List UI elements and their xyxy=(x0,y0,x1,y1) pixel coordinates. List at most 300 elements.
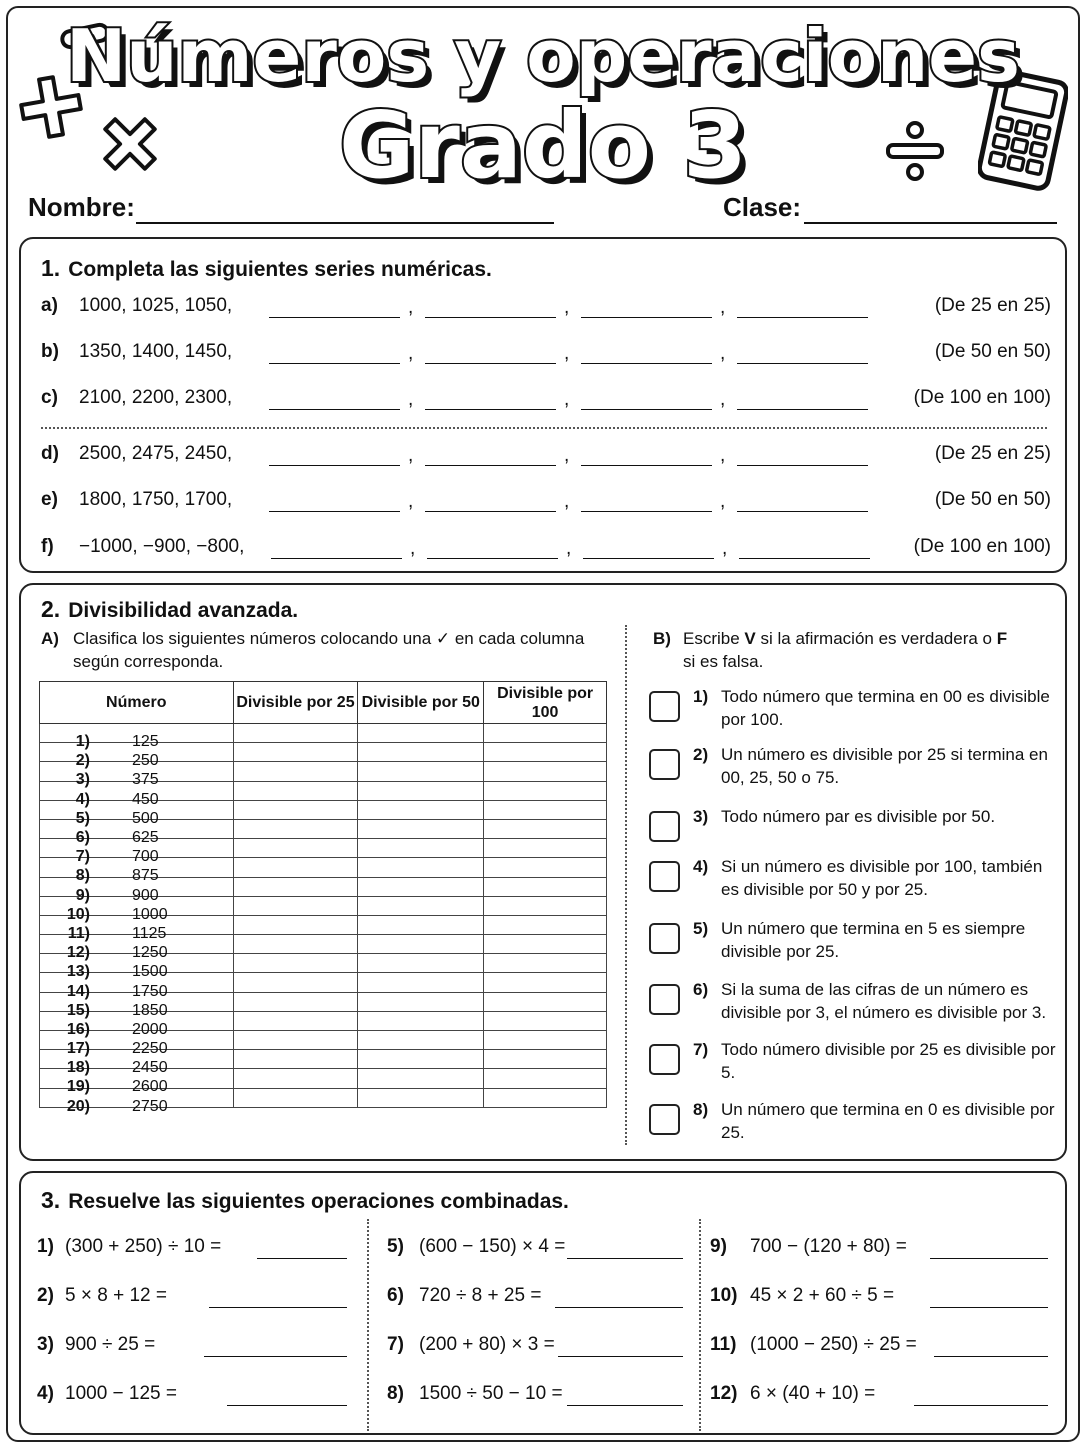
row-index: 7) xyxy=(75,848,90,866)
series-comma: , xyxy=(720,343,726,364)
check-cell-div25[interactable] xyxy=(233,724,358,743)
true-false-item xyxy=(649,978,1059,1028)
check-cell-div50[interactable] xyxy=(358,1088,484,1107)
section2-number: 2. xyxy=(41,596,61,622)
section3-title xyxy=(41,1187,569,1214)
name-class-row xyxy=(28,192,1058,228)
table-row xyxy=(40,724,607,743)
section-series xyxy=(19,237,1067,573)
operation-index: 3) xyxy=(37,1334,54,1355)
row-index: 6) xyxy=(75,829,90,847)
answer-checkbox[interactable] xyxy=(649,1104,680,1135)
check-cell-div100[interactable] xyxy=(484,819,607,838)
series-hint: (De 25 en 25) xyxy=(934,295,1051,316)
section2-title xyxy=(41,596,298,623)
item-index: 1) xyxy=(693,687,709,706)
item-index: 6) xyxy=(693,980,709,999)
true-false-item xyxy=(649,1098,1059,1148)
check-cell-div100[interactable] xyxy=(484,839,607,858)
series-comma: , xyxy=(564,491,570,512)
operation-index: 2) xyxy=(37,1285,54,1306)
operation-index: 4) xyxy=(37,1383,54,1404)
series-answer-blank[interactable] xyxy=(737,511,868,512)
col-header-div25: Divisible por 25 xyxy=(233,682,358,724)
series-letter: e) xyxy=(41,489,58,510)
series-answer-blank[interactable] xyxy=(425,409,556,410)
operation-expression: (200 + 80) × 3 = xyxy=(419,1334,555,1355)
series-letter: d) xyxy=(41,443,59,464)
check-cell-div25[interactable] xyxy=(233,973,358,992)
check-cell-div50[interactable] xyxy=(358,1031,484,1050)
number-cell xyxy=(40,992,234,1019)
check-cell-div25[interactable] xyxy=(233,1069,358,1088)
check-cell-div50[interactable] xyxy=(358,724,484,743)
table-row xyxy=(40,1069,607,1088)
item-statement: Un número es divisible por 25 si termina en 00, 25, 50 o 75. xyxy=(721,745,1048,787)
operation-answer-blank[interactable] xyxy=(209,1307,347,1308)
series-values: −1000, −900, −800, xyxy=(79,536,245,557)
operation-item xyxy=(387,1285,683,1315)
series-answer-blank[interactable] xyxy=(581,511,712,512)
row-index: 13) xyxy=(66,963,90,981)
check-cell-div100[interactable] xyxy=(484,992,607,1011)
series-comma: , xyxy=(720,389,726,410)
partB-instruction-line2: si es falsa. xyxy=(683,652,764,671)
row-index: 5) xyxy=(75,809,90,827)
series-comma: , xyxy=(720,491,726,512)
series-answer-blank[interactable] xyxy=(581,363,712,364)
series-values: 2100, 2200, 2300, xyxy=(79,387,233,408)
check-cell-div50[interactable] xyxy=(358,1069,484,1088)
series-row xyxy=(41,295,1051,325)
table-row xyxy=(40,800,607,819)
series-letter: b) xyxy=(41,341,59,362)
table-row xyxy=(40,743,607,762)
section1-number: 1. xyxy=(41,255,61,281)
check-cell-div100[interactable] xyxy=(484,973,607,992)
table-row xyxy=(40,762,607,781)
check-cell-div100[interactable] xyxy=(484,762,607,781)
operation-answer-blank[interactable] xyxy=(567,1258,683,1259)
row-value: 2600 xyxy=(132,1078,168,1096)
item-index: 8) xyxy=(693,1100,709,1119)
check-cell-div100[interactable] xyxy=(484,781,607,800)
check-cell-div100[interactable] xyxy=(484,896,607,915)
table-row xyxy=(40,992,607,1011)
number-cell xyxy=(40,819,234,847)
operation-item xyxy=(387,1383,683,1413)
series-comma: , xyxy=(564,297,570,318)
operation-answer-blank[interactable] xyxy=(930,1307,1048,1308)
answer-checkbox[interactable] xyxy=(649,811,680,842)
operation-index: 12) xyxy=(710,1383,738,1404)
operation-answer-blank[interactable] xyxy=(558,1356,683,1357)
row-value: 2750 xyxy=(132,1097,168,1115)
check-cell-div50[interactable] xyxy=(358,992,484,1011)
row-value: 875 xyxy=(132,867,159,885)
table-row xyxy=(40,839,607,858)
series-answer-blank[interactable] xyxy=(737,363,868,364)
item-statement: Todo número que termina en 00 es divisible por 100. xyxy=(721,687,1050,729)
series-row xyxy=(41,536,1051,566)
check-cell-div50[interactable] xyxy=(358,858,484,877)
check-cell-div25[interactable] xyxy=(233,1088,358,1107)
table-row xyxy=(40,781,607,800)
series-answer-blank[interactable] xyxy=(425,363,556,364)
operation-expression: 5 × 8 + 12 = xyxy=(65,1285,167,1306)
check-cell-div25[interactable] xyxy=(233,954,358,973)
series-comma: , xyxy=(720,297,726,318)
class-field[interactable] xyxy=(804,222,1057,224)
series-answer-blank[interactable] xyxy=(269,363,400,364)
row-index: 4) xyxy=(75,790,90,808)
table-row xyxy=(40,1050,607,1069)
item-statement: Si un número es divisible por 100, también es divisible por 50 y por 25. xyxy=(721,857,1043,899)
operation-index: 6) xyxy=(387,1285,404,1306)
number-cell xyxy=(40,935,234,962)
number-cell xyxy=(40,724,234,751)
series-row xyxy=(41,341,1051,371)
series-row xyxy=(41,387,1051,417)
row-index: 3) xyxy=(75,771,90,789)
operation-expression: (300 + 250) ÷ 10 = xyxy=(65,1236,222,1257)
series-hint: (De 100 en 100) xyxy=(913,536,1051,557)
partA-instruction-line2: según corresponda. xyxy=(73,652,224,671)
page-title: Números y operaciones xyxy=(66,14,1020,98)
row-index: 18) xyxy=(66,1059,90,1077)
row-value: 1500 xyxy=(132,963,168,981)
operation-item xyxy=(710,1285,1048,1315)
series-comma: , xyxy=(720,445,726,466)
item-statement: Un número que termina en 5 es siempre divisible por 25. xyxy=(721,919,1026,961)
check-cell-div25[interactable] xyxy=(233,858,358,877)
item-index: 3) xyxy=(693,807,709,826)
operation-index: 10) xyxy=(710,1285,738,1306)
series-comma: , xyxy=(566,538,572,559)
number-cell xyxy=(40,1011,234,1038)
answer-checkbox[interactable] xyxy=(649,691,680,722)
page-subtitle: Grado 3 xyxy=(338,92,748,199)
divisibility-table xyxy=(39,681,607,1115)
check-cell-div50[interactable] xyxy=(358,839,484,858)
row-value: 1000 xyxy=(132,905,168,923)
operation-item xyxy=(387,1236,683,1266)
row-index: 15) xyxy=(66,1001,90,1019)
check-cell-div50[interactable] xyxy=(358,915,484,934)
row-index: 9) xyxy=(75,886,90,904)
series-answer-blank[interactable] xyxy=(581,317,712,318)
series-answer-blank[interactable] xyxy=(271,558,402,559)
series-answer-blank[interactable] xyxy=(425,465,556,466)
true-false-item xyxy=(649,743,1059,793)
table-row xyxy=(40,1011,607,1030)
operation-item xyxy=(710,1334,1048,1364)
series-answer-blank[interactable] xyxy=(581,465,712,466)
answer-checkbox[interactable] xyxy=(649,861,680,892)
series-values: 2500, 2475, 2450, xyxy=(79,443,233,464)
series-answer-blank[interactable] xyxy=(427,558,558,559)
row-value: 450 xyxy=(132,790,159,808)
operation-item xyxy=(37,1383,347,1413)
table-row xyxy=(40,915,607,934)
series-comma: , xyxy=(722,538,728,559)
check-cell-div100[interactable] xyxy=(484,743,607,762)
check-cell-div100[interactable] xyxy=(484,915,607,934)
series-comma: , xyxy=(408,297,414,318)
section2-title-text: Divisibilidad avanzada. xyxy=(68,599,299,622)
row-index: 10) xyxy=(66,905,90,923)
operation-expression: 720 ÷ 8 + 25 = xyxy=(419,1285,542,1306)
series-row xyxy=(41,443,1051,473)
check-cell-div25[interactable] xyxy=(233,819,358,838)
series-answer-blank[interactable] xyxy=(425,511,556,512)
true-false-item xyxy=(649,685,1059,735)
check-cell-div25[interactable] xyxy=(233,781,358,800)
answer-checkbox[interactable] xyxy=(649,923,680,954)
check-cell-div25[interactable] xyxy=(233,992,358,1011)
number-cell xyxy=(40,1088,234,1115)
operation-index: 7) xyxy=(387,1334,404,1355)
operation-expression: 1500 ÷ 50 − 10 = xyxy=(419,1383,563,1404)
operation-item xyxy=(37,1334,347,1364)
table-row xyxy=(40,1088,607,1107)
operation-item xyxy=(710,1383,1048,1413)
operation-answer-blank[interactable] xyxy=(914,1405,1048,1406)
series-letter: f) xyxy=(41,536,54,557)
number-cell xyxy=(40,973,234,1000)
number-cell xyxy=(40,1031,234,1058)
partB-instruction xyxy=(653,627,1053,673)
check-cell-div25[interactable] xyxy=(233,1050,358,1069)
check-cell-div50[interactable] xyxy=(358,800,484,819)
partB-v: V xyxy=(744,629,756,648)
operation-expression: 45 × 2 + 60 ÷ 5 = xyxy=(750,1285,895,1306)
row-value: 2450 xyxy=(132,1059,168,1077)
operation-answer-blank[interactable] xyxy=(257,1258,347,1259)
series-hint: (De 100 en 100) xyxy=(913,387,1051,408)
series-answer-blank[interactable] xyxy=(583,558,714,559)
section3-number: 3. xyxy=(41,1187,61,1213)
series-answer-blank[interactable] xyxy=(269,409,400,410)
check-cell-div100[interactable] xyxy=(484,800,607,819)
operation-answer-blank[interactable] xyxy=(555,1307,683,1308)
check-cell-div50[interactable] xyxy=(358,877,484,896)
row-value: 700 xyxy=(132,848,159,866)
check-cell-div50[interactable] xyxy=(358,762,484,781)
true-false-item xyxy=(649,1038,1059,1088)
series-comma: , xyxy=(408,445,414,466)
check-cell-div50[interactable] xyxy=(358,743,484,762)
operation-item xyxy=(37,1236,347,1266)
partB-f: F xyxy=(996,629,1008,648)
operation-answer-blank[interactable] xyxy=(204,1356,347,1357)
series-answer-blank[interactable] xyxy=(269,317,400,318)
row-index: 12) xyxy=(66,944,90,962)
check-cell-div25[interactable] xyxy=(233,877,358,896)
true-false-item xyxy=(649,855,1059,905)
check-cell-div25[interactable] xyxy=(233,935,358,954)
check-cell-div50[interactable] xyxy=(358,973,484,992)
name-label: Nombre: xyxy=(28,192,135,222)
series-values: 1350, 1400, 1450, xyxy=(79,341,233,362)
check-cell-div100[interactable] xyxy=(484,1011,607,1030)
table-row xyxy=(40,877,607,896)
table-row xyxy=(40,858,607,877)
operation-item xyxy=(387,1334,683,1364)
check-cell-div25[interactable] xyxy=(233,839,358,858)
row-value: 250 xyxy=(132,752,159,770)
number-cell xyxy=(40,743,234,770)
item-statement: Todo número par es divisible por 50. xyxy=(721,807,996,826)
series-answer-blank[interactable] xyxy=(425,317,556,318)
series-divider xyxy=(41,427,1047,429)
number-cell xyxy=(40,896,234,923)
check-cell-div50[interactable] xyxy=(358,781,484,800)
series-comma: , xyxy=(564,343,570,364)
section1-title xyxy=(41,255,492,282)
answer-checkbox[interactable] xyxy=(649,1044,680,1075)
answer-checkbox[interactable] xyxy=(649,984,680,1015)
check-cell-div50[interactable] xyxy=(358,1050,484,1069)
row-value: 2250 xyxy=(132,1040,168,1058)
operation-item xyxy=(710,1236,1048,1266)
row-value: 1125 xyxy=(132,924,167,942)
answer-checkbox[interactable] xyxy=(649,749,680,780)
operation-index: 11) xyxy=(710,1334,737,1355)
section1-title-text: Completa las siguientes series numéricas. xyxy=(68,258,492,281)
check-cell-div25[interactable] xyxy=(233,800,358,819)
number-cell xyxy=(40,915,234,942)
check-cell-div100[interactable] xyxy=(484,935,607,954)
true-false-item xyxy=(649,805,1059,855)
section3-title-text: Resuelve las siguientes operaciones combinadas. xyxy=(68,1190,569,1213)
number-cell xyxy=(40,877,234,904)
col-header-div50: Divisible por 50 xyxy=(358,682,484,724)
ops-divider-2 xyxy=(699,1219,701,1431)
section2-divider xyxy=(625,625,627,1145)
partB-instruction-mid: si la afirmación es verdadera o xyxy=(755,629,997,648)
check-cell-div50[interactable] xyxy=(358,896,484,915)
series-comma: , xyxy=(564,445,570,466)
operation-expression: 700 − (120 + 80) = xyxy=(750,1236,907,1257)
number-cell xyxy=(40,800,234,827)
check-cell-div25[interactable] xyxy=(233,896,358,915)
operation-expression: 900 ÷ 25 = xyxy=(65,1334,156,1355)
row-index: 2) xyxy=(75,752,90,770)
check-cell-div50[interactable] xyxy=(358,935,484,954)
series-comma: , xyxy=(410,538,416,559)
series-answer-blank[interactable] xyxy=(269,511,400,512)
series-comma: , xyxy=(408,491,414,512)
partB-letter: B) xyxy=(653,629,671,648)
check-cell-div50[interactable] xyxy=(358,819,484,838)
row-index: 8) xyxy=(75,867,90,885)
partA-instruction xyxy=(41,627,611,673)
number-cell xyxy=(40,1069,234,1096)
operation-expression: (1000 − 250) ÷ 25 = xyxy=(750,1334,917,1355)
series-letter: a) xyxy=(41,295,58,316)
check-cell-div25[interactable] xyxy=(233,1011,358,1030)
series-letter: c) xyxy=(41,387,58,408)
series-row xyxy=(41,489,1051,519)
operation-answer-blank[interactable] xyxy=(227,1405,347,1406)
number-cell xyxy=(40,839,234,866)
partA-letter: A) xyxy=(41,629,59,648)
check-cell-div100[interactable] xyxy=(484,858,607,877)
series-comma: , xyxy=(408,389,414,410)
item-statement: Un número que termina en 0 es divisible por 25. xyxy=(721,1100,1055,1142)
operation-answer-blank[interactable] xyxy=(934,1356,1048,1357)
series-answer-blank[interactable] xyxy=(737,465,868,466)
operation-item xyxy=(37,1285,347,1315)
series-values: 1000, 1025, 1050, xyxy=(79,295,233,316)
operation-answer-blank[interactable] xyxy=(930,1258,1048,1259)
series-hint: (De 25 en 25) xyxy=(934,443,1051,464)
true-false-item xyxy=(649,917,1059,967)
item-statement: Todo número divisible por 25 es divisible por 5. xyxy=(721,1040,1056,1082)
operation-index: 8) xyxy=(387,1383,404,1404)
table-row xyxy=(40,973,607,992)
check-cell-div25[interactable] xyxy=(233,1031,358,1050)
series-answer-blank[interactable] xyxy=(739,558,870,559)
check-cell-div25[interactable] xyxy=(233,915,358,934)
table-row xyxy=(40,954,607,973)
series-answer-blank[interactable] xyxy=(269,465,400,466)
series-comma: , xyxy=(564,389,570,410)
section-divisibility xyxy=(19,583,1067,1161)
check-cell-div100[interactable] xyxy=(484,1050,607,1069)
operation-index: 5) xyxy=(387,1236,404,1257)
series-answer-blank[interactable] xyxy=(737,317,868,318)
row-value: 2000 xyxy=(132,1020,168,1038)
series-answer-blank[interactable] xyxy=(737,409,868,410)
number-cell xyxy=(40,762,234,789)
operation-answer-blank[interactable] xyxy=(567,1405,683,1406)
item-index: 7) xyxy=(693,1040,709,1059)
check-cell-div100[interactable] xyxy=(484,954,607,973)
number-cell xyxy=(40,954,234,981)
operation-expression: (600 − 150) × 4 = xyxy=(419,1236,566,1257)
series-hint: (De 50 en 50) xyxy=(934,341,1051,362)
name-field[interactable] xyxy=(136,222,554,224)
check-cell-div25[interactable] xyxy=(233,762,358,781)
row-index: 17) xyxy=(66,1040,90,1058)
check-cell-div100[interactable] xyxy=(484,877,607,896)
row-value: 1850 xyxy=(132,1001,168,1019)
check-cell-div100[interactable] xyxy=(484,724,607,743)
check-cell-div100[interactable] xyxy=(484,1031,607,1050)
row-value: 900 xyxy=(132,886,159,904)
col-header-number: Número xyxy=(40,682,234,724)
operation-expression: 1000 − 125 = xyxy=(65,1383,177,1404)
item-index: 4) xyxy=(693,857,709,876)
series-comma: , xyxy=(408,343,414,364)
check-cell-div50[interactable] xyxy=(358,1011,484,1030)
row-index: 20) xyxy=(66,1097,90,1115)
partB-instruction-pre: Escribe xyxy=(683,629,745,648)
check-cell-div25[interactable] xyxy=(233,743,358,762)
table-row xyxy=(40,819,607,838)
item-statement: Si la suma de las cifras de un número es divisible por 3, el número es divisible por 3. xyxy=(721,980,1047,1022)
series-answer-blank[interactable] xyxy=(581,409,712,410)
row-index: 19) xyxy=(66,1078,90,1096)
check-cell-div100[interactable] xyxy=(484,1088,607,1107)
check-cell-div100[interactable] xyxy=(484,1069,607,1088)
row-index: 11) xyxy=(67,924,90,942)
row-value: 1250 xyxy=(132,944,168,962)
check-cell-div50[interactable] xyxy=(358,954,484,973)
row-index: 14) xyxy=(66,982,90,1000)
